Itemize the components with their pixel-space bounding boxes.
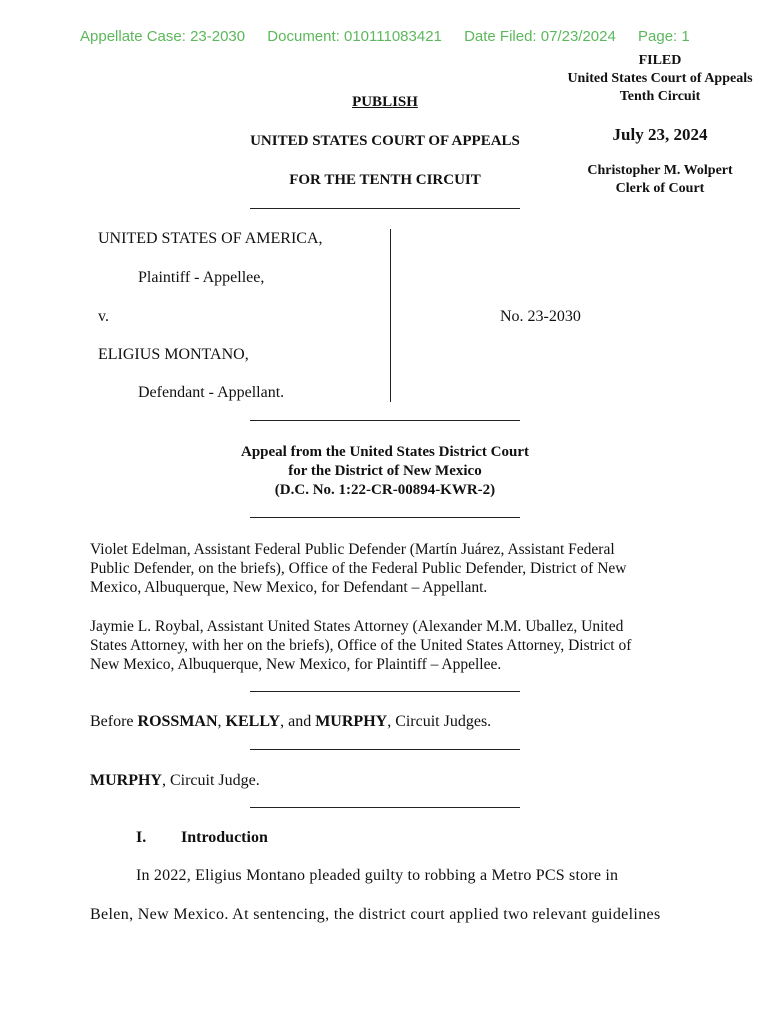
body-line-1: In 2022, Eligius Montano pleaded guilty to robbing a Metro PCS store in [136, 867, 619, 884]
filed-stamp [550, 52, 770, 198]
defense-line-2: Public Defender, on the briefs), Office of the Federal Public Defender, District of New [90, 560, 627, 577]
panel-sep-1: , [217, 713, 226, 730]
gov-line-2: States Attorney, with her on the briefs), Office of the United States Attorney, District of [90, 637, 632, 654]
body-line-2: Belen, New Mexico. At sentencing, the district court applied two relevant guidelines [90, 906, 661, 923]
author-line [90, 772, 260, 790]
appeal-line-3: (D.C. No. 1:22-CR-00894-KWR-2) [274, 482, 496, 498]
filing-header [80, 28, 708, 45]
caption-divider [390, 229, 391, 402]
defense-line-3: Mexico, Albuquerque, New Mexico, for Defendant – Appellant. [90, 579, 488, 596]
stamp-filed: FILED [638, 53, 682, 68]
section-number: I. [136, 829, 147, 846]
stamp-date: July 23, 2024 [612, 125, 708, 144]
caption-defendant-role: Defendant - Appellant. [138, 384, 285, 401]
defense-counsel [90, 540, 690, 597]
caption-plaintiff: UNITED STATES OF AMERICA, [98, 230, 323, 247]
panel-suffix: , Circuit Judges. [387, 713, 492, 730]
gov-line-1: Jaymie L. Roybal, Assistant United States Attorney (Alexander M.M. Uballez, United [90, 618, 624, 635]
stamp-court: United States Court of Appeals [567, 71, 753, 86]
author-suffix: , Circuit Judge. [161, 772, 260, 789]
appeal-line-2: for the District of New Mexico [288, 463, 482, 479]
caption-plaintiff-role: Plaintiff - Appellee, [138, 269, 265, 286]
stamp-clerk-title: Clerk of Court [615, 181, 705, 196]
panel-rule [250, 749, 520, 750]
header-page: Page: 1 [638, 28, 690, 45]
circuit-title: FOR THE TENTH CIRCUIT [289, 172, 481, 188]
appeal-block [160, 443, 610, 500]
counsel-rule [250, 691, 520, 692]
government-counsel [90, 617, 690, 674]
caption-defendant: ELIGIUS MONTANO, [98, 346, 249, 363]
header-document: Document: 010111083421 [267, 28, 442, 45]
defense-line-1: Violet Edelman, Assistant Federal Public Defender (Martín Juárez, Assistant Federal [90, 541, 615, 558]
panel-before: Before [90, 713, 138, 730]
appeal-line-1: Appeal from the United States District Court [240, 444, 530, 460]
panel-line [90, 713, 491, 731]
caption-versus: v. [98, 308, 109, 325]
caption-rule [250, 420, 520, 421]
stamp-clerk-name: Christopher M. Wolpert [587, 163, 733, 178]
title-rule [250, 208, 520, 209]
appeal-rule [250, 517, 520, 518]
section-heading: Introduction [181, 829, 268, 846]
case-number: No. 23-2030 [500, 308, 581, 325]
author-name: MURPHY [90, 772, 162, 789]
header-date-filed: Date Filed: 07/23/2024 [464, 28, 616, 45]
author-rule [250, 807, 520, 808]
judge-murphy: MURPHY [315, 713, 388, 730]
judge-kelly: KELLY [225, 713, 281, 730]
court-title: UNITED STATES COURT OF APPEALS [250, 133, 520, 149]
publish-label: PUBLISH [352, 94, 418, 110]
judge-rossman: ROSSMAN [137, 713, 218, 730]
header-case: Appellate Case: 23-2030 [80, 28, 246, 45]
gov-line-3: New Mexico, Albuquerque, New Mexico, for Plaintiff – Appellee. [90, 656, 502, 673]
stamp-circuit: Tenth Circuit [619, 89, 701, 104]
panel-sep-2: , and [280, 713, 316, 730]
